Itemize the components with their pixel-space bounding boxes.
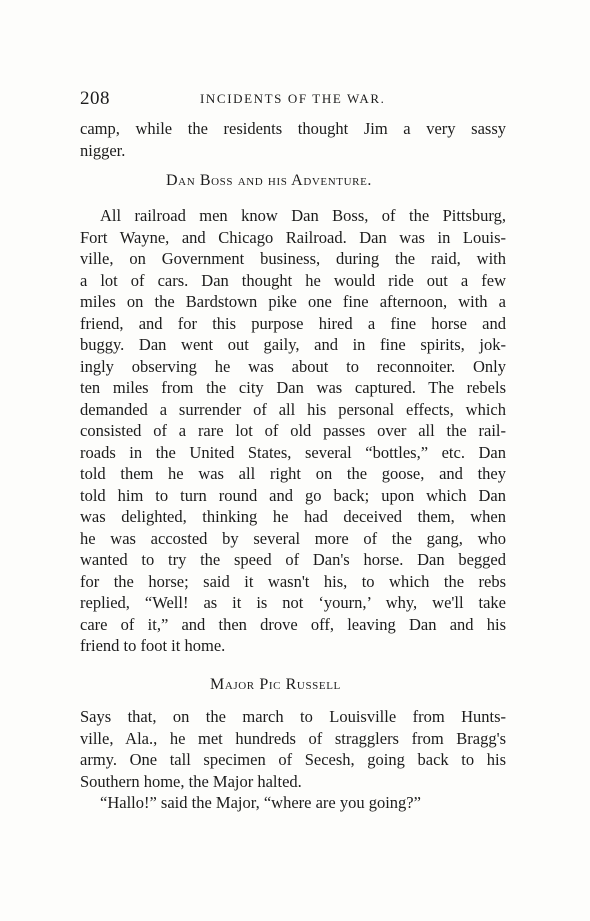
text-line: consisted of a rare lot of old passes over all the rail- bbox=[80, 421, 506, 440]
text-line: nigger. bbox=[80, 140, 126, 160]
text-line: was delighted, thinking he had deceived them, when bbox=[80, 507, 506, 526]
text-line: told them he was all right on the goose, and they bbox=[80, 464, 506, 483]
text-line: Southern home, the Major halted. bbox=[80, 771, 302, 791]
text-line: ville, Ala., he met hundreds of stragglers from Bragg's bbox=[80, 728, 506, 748]
text-line: “Hallo!” said the Major, “where are you going?” bbox=[100, 793, 421, 812]
text-line: Says that, on the march to Louisville from Hunts- bbox=[80, 707, 506, 726]
text-line: army. One tall specimen of Secesh, going back to his bbox=[80, 750, 506, 769]
text-line: ingly observing he was about to reconnoiter. Only bbox=[80, 356, 506, 376]
section-body-major-pic-russell bbox=[80, 706, 506, 814]
section-body-dan-boss bbox=[80, 205, 506, 657]
section-heading-dan-boss: Dan Boss and his Adventure. bbox=[166, 172, 372, 189]
running-head bbox=[80, 88, 510, 110]
text-line: told him to turn round and go back; upon which Dan bbox=[80, 485, 506, 505]
page-number: 208 bbox=[80, 88, 110, 109]
text-line: Fort Wayne, and Chicago Railroad. Dan was in Louis- bbox=[80, 227, 506, 247]
text-line: roads in the United States, several “bottles,” etc. Dan bbox=[80, 442, 506, 462]
section-heading-major-pic-russell: Major Pic Russell bbox=[210, 676, 341, 693]
text-line: miles on the Bardstown pike one fine afternoon, with a bbox=[80, 292, 506, 311]
text-line: a lot of cars. Dan thought he would ride out a few bbox=[80, 270, 506, 290]
paragraph-continued bbox=[80, 118, 506, 161]
text-line: buggy. Dan went out gaily, and in fine spirits, jok- bbox=[80, 335, 506, 354]
text-line: for the horse; said it wasn't his, to which the rebs bbox=[80, 571, 506, 591]
text-line: ville, on Government business, during the raid, with bbox=[80, 249, 506, 268]
text-line: All railroad men know Dan Boss, of the Pittsburg, bbox=[100, 206, 506, 225]
running-title: INCIDENTS OF THE WAR. bbox=[200, 91, 386, 106]
text-line: he was accosted by several more of the gang, who bbox=[80, 528, 506, 548]
text-line: wanted to try the speed of Dan's horse. Dan begged bbox=[80, 550, 506, 569]
text-line: ten miles from the city Dan was captured. The rebels bbox=[80, 378, 506, 397]
text-line: care of it,” and then drove off, leaving Dan and his bbox=[80, 614, 506, 634]
text-line: demanded a surrender of all his personal effects, which bbox=[80, 399, 506, 419]
text-line: friend to foot it home. bbox=[80, 636, 226, 655]
text-line: replied, “Well! as it is not ‘yourn,’ why, we'll take bbox=[80, 593, 506, 612]
text-line: friend, and for this purpose hired a fine horse and bbox=[80, 313, 506, 333]
text-line: camp, while the residents thought Jim a very sassy bbox=[80, 119, 506, 138]
